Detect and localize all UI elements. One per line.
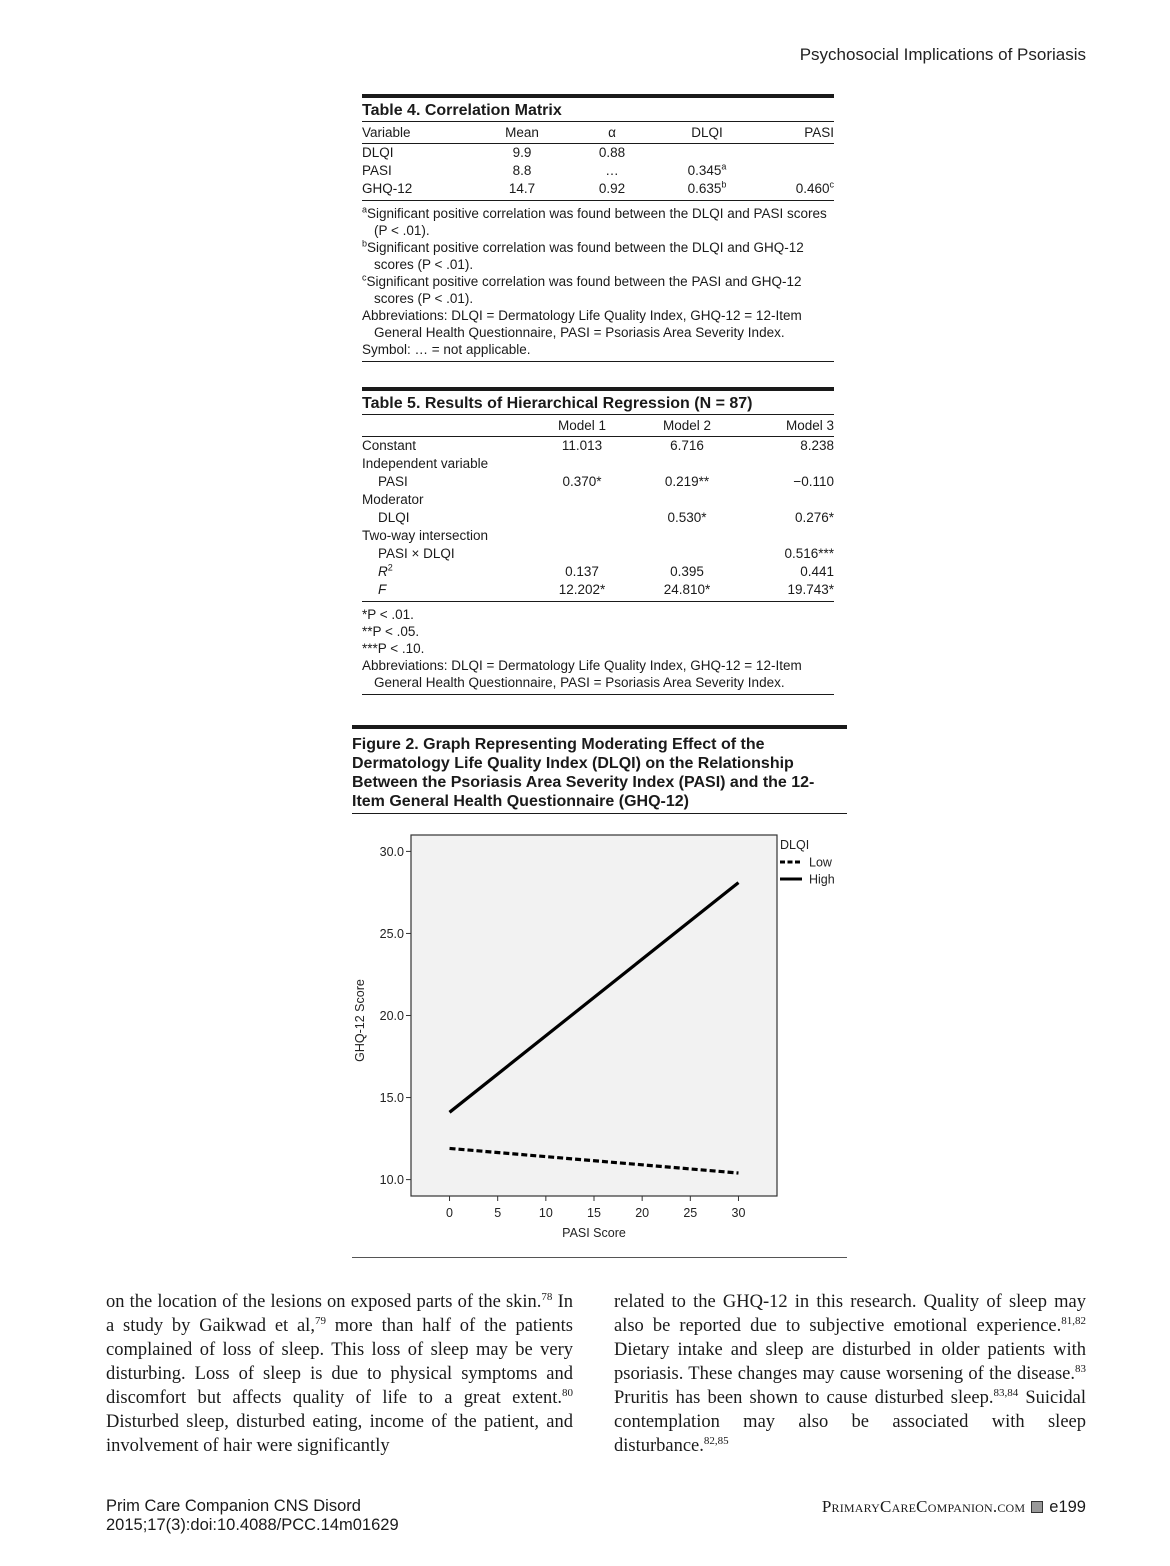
column-header — [362, 415, 532, 437]
footer-site — [822, 1497, 1086, 1517]
x-tick-label: 25 — [683, 1206, 698, 1220]
citation-reference: 80 — [562, 1386, 573, 1399]
table-cell — [632, 527, 742, 545]
column-header: Model 2 — [632, 415, 742, 437]
footnote-marker: c — [829, 179, 834, 190]
cell-value: 0.345 — [687, 163, 722, 178]
table-cell: 24.810* — [632, 581, 742, 602]
cell-value: PASI — [362, 163, 392, 178]
table-row — [362, 455, 834, 473]
running-head: Psychosocial Implications of Psoriasis — [799, 45, 1086, 64]
site-link[interactable]: PrimaryCareCompanion.com — [821, 1497, 1026, 1516]
table-cell — [662, 162, 752, 180]
paragraph-text: on the location of the lesions on exposed parts of the skin. — [106, 1292, 542, 1312]
note-text: Significant positive correlation was found between the DLQI and GHQ-12 scores (P < .01). — [367, 240, 804, 272]
y-tick-label: 10.0 — [379, 1173, 404, 1188]
table-row — [362, 180, 834, 201]
footnote-marker: a — [362, 204, 368, 215]
column-header: PASI — [752, 122, 834, 144]
table-cell: 12.202* — [532, 581, 632, 602]
row-label — [362, 545, 532, 563]
citation-reference: 78 — [541, 1290, 553, 1303]
table-cell: 6.716 — [670, 438, 704, 453]
table-cell: 0.516*** — [784, 546, 834, 561]
table-row — [362, 473, 834, 491]
cell-value: 0.92 — [598, 181, 626, 196]
row-label-text: DLQI — [378, 510, 410, 525]
note-text: Symbol: … = not applicable. — [362, 342, 531, 357]
row-label-text: Two-way intersection — [362, 528, 489, 543]
table-5-grid — [362, 414, 834, 602]
table-row — [362, 437, 834, 456]
body-text-right-column — [614, 1290, 1086, 1458]
paragraph-text: In a study by Gaikwad et al, — [106, 1292, 573, 1336]
table-cell — [362, 180, 482, 201]
table-cell — [532, 491, 632, 509]
table-row — [362, 581, 834, 602]
row-label-text: Constant — [362, 438, 417, 453]
table-row — [362, 527, 834, 545]
column-header: α — [562, 122, 662, 144]
table-cell: 0.395 — [670, 564, 704, 579]
table-row — [362, 563, 834, 581]
row-label — [362, 491, 532, 509]
superscript: 2 — [387, 562, 393, 573]
table-4-notes — [362, 201, 834, 362]
cell-value: 9.9 — [512, 145, 532, 160]
table-cell: 0.441 — [800, 564, 834, 579]
footer-citation — [106, 1497, 399, 1535]
row-label — [362, 455, 532, 473]
row-label-text: PASI — [378, 474, 408, 489]
table-cell — [562, 162, 662, 180]
table-cell — [482, 180, 562, 201]
y-tick-label: 20.0 — [379, 1009, 404, 1023]
table-cell — [742, 455, 834, 473]
table-cell — [632, 455, 742, 473]
plot-area — [411, 835, 777, 1196]
table-note — [362, 205, 834, 239]
figure-2 — [352, 725, 847, 814]
table-cell: 0.276* — [794, 510, 834, 525]
paragraph-text: Dietary intake and sleep are disturbed in older patients with psoriasis. These changes may cause worsening of the disease. — [614, 1340, 1086, 1384]
moderation-line-chart — [352, 830, 847, 1255]
table-cell — [362, 144, 482, 163]
table-5-title: Table 5. Results of Hierarchical Regression (N = 87) — [362, 395, 753, 412]
table-cell — [752, 144, 834, 163]
x-tick-label: 20 — [635, 1206, 650, 1220]
x-axis-label: PASI Score — [562, 1226, 626, 1240]
table-cell — [742, 491, 834, 509]
column-header: Model 1 — [532, 415, 632, 437]
footnote-marker: a — [721, 161, 727, 172]
cell-value: DLQI — [362, 145, 394, 160]
footnote-marker: c — [362, 272, 367, 283]
table-cell — [662, 180, 752, 201]
row-label-text: PASI × DLQI — [378, 546, 455, 561]
paragraph-text: more than half of the patients complained of loss of sleep. This loss of sleep may be very disturbing. Loss of sleep is due to physical symptoms and discomfort but affects quality of life to a great extent. — [106, 1316, 573, 1408]
table-row — [362, 162, 834, 180]
paragraph-text: Disturbed sleep, disturbed eating, income of the patient, and involvement of hair were significantly — [106, 1412, 573, 1456]
doi-citation: 2015;17(3):doi:10.4088/PCC.14m01629 — [106, 1516, 399, 1534]
table-cell — [482, 162, 562, 180]
table-note: **P < .05. — [362, 624, 420, 639]
cell-value: 0.635 — [687, 181, 722, 196]
table-note — [362, 273, 834, 307]
x-tick-label: 30 — [731, 1206, 746, 1220]
row-label-text: Independent variable — [362, 456, 489, 471]
column-header: Model 3 — [742, 415, 834, 437]
table-cell — [532, 509, 632, 527]
table-4-title: Table 4. Correlation Matrix — [362, 102, 562, 119]
row-label — [362, 563, 532, 581]
page-number: e199 — [1049, 1497, 1086, 1516]
table-note — [362, 239, 834, 273]
table-note: *P < .01. — [362, 607, 414, 622]
table-cell — [532, 527, 632, 545]
table-row — [362, 144, 834, 163]
cell-value: 14.7 — [508, 181, 536, 196]
body-text-left-column — [106, 1290, 573, 1458]
figure-2-bottom-rule — [352, 1257, 847, 1258]
citation-reference: 83,84 — [993, 1386, 1019, 1399]
table-cell — [632, 491, 742, 509]
column-header: DLQI — [662, 122, 752, 144]
row-label — [362, 527, 532, 545]
table-cell: 8.238 — [800, 438, 834, 453]
column-header: Variable — [362, 122, 482, 144]
table-cell — [752, 180, 834, 201]
table-cell: 0.219** — [664, 474, 710, 489]
row-label-text: R — [378, 564, 388, 579]
table-cell: 0.137 — [565, 564, 599, 579]
citation-reference: 83 — [1075, 1362, 1086, 1375]
citation-reference: 81,82 — [1061, 1314, 1086, 1327]
table-cell — [742, 527, 834, 545]
paragraph-text: Pruritis has been shown to cause disturbed sleep. — [614, 1388, 994, 1408]
table-4 — [362, 94, 834, 362]
paragraph-text: Suicidal contemplation may also be associated with sleep disturbance. — [614, 1388, 1086, 1456]
row-label-text: Moderator — [362, 492, 424, 507]
table-cell — [482, 144, 562, 163]
row-label — [362, 473, 532, 491]
y-tick-label: 25.0 — [379, 926, 404, 941]
table-note: ***P < .10. — [362, 641, 425, 656]
row-label — [362, 437, 532, 456]
table-cell — [362, 162, 482, 180]
x-tick-label: 15 — [587, 1206, 601, 1220]
legend-label: Low — [809, 855, 832, 870]
footnote-marker: b — [721, 179, 727, 190]
table-5-notes — [362, 602, 834, 695]
table-note — [362, 341, 834, 358]
x-tick-label: 10 — [538, 1206, 553, 1220]
row-label — [362, 581, 532, 602]
row-label-text: F — [378, 582, 387, 597]
citation-reference: 79 — [314, 1314, 326, 1327]
table-row — [362, 491, 834, 509]
citation-reference: 82,85 — [703, 1434, 729, 1447]
column-header: Mean — [482, 122, 562, 144]
table-note — [362, 307, 834, 341]
table-cell — [632, 545, 742, 563]
table-row — [362, 509, 834, 527]
footnote-marker: b — [362, 238, 368, 249]
y-tick-label: 30.0 — [379, 844, 404, 859]
table-note: Abbreviations: DLQI = Dermatology Life Quality Index, GHQ-12 = 12-Item General Health Questionnaire, PASI = Psoriasis Area Severity Index. — [362, 658, 802, 690]
table-cell — [562, 180, 662, 201]
table-cell: 0.530* — [667, 510, 707, 525]
cell-value: GHQ-12 — [362, 181, 413, 196]
table-cell — [752, 162, 834, 180]
table-cell: −0.110 — [793, 474, 834, 489]
legend-title: DLQI — [780, 838, 810, 852]
table-4-grid — [362, 121, 834, 201]
table-cell: 0.370* — [562, 474, 602, 489]
legend-label: High — [809, 872, 835, 887]
note-text: Significant positive correlation was found between the DLQI and PASI scores (P < .01). — [367, 206, 827, 238]
cell-value: 0.460 — [795, 181, 830, 196]
x-tick-label: 0 — [446, 1206, 454, 1220]
note-text: Abbreviations: DLQI = Dermatology Life Quality Index, GHQ-12 = 12-Item General Health Questionnaire, PASI = Psoriasis Area Severity Index. — [362, 308, 802, 340]
cell-value: 0.88 — [598, 145, 626, 160]
table-cell — [532, 455, 632, 473]
table-cell — [562, 144, 662, 163]
table-5 — [362, 387, 834, 695]
table-cell — [532, 545, 632, 563]
row-label — [362, 509, 532, 527]
table-row — [362, 545, 834, 563]
y-axis-label: GHQ-12 Score — [353, 979, 367, 1062]
note-text: Significant positive correlation was found between the PASI and GHQ-12 scores (P < .01). — [366, 274, 802, 306]
figure-2-title: Figure 2. Graph Representing Moderating Effect of the Dermatology Life Quality Index (DLQI) on the Relationship Between the Psoriasis Area Severity Index (PASI) and the 12-Item General Health Questionnaire (GHQ-12) — [352, 729, 847, 814]
table-cell: 19.743* — [742, 581, 834, 602]
table-cell — [662, 144, 752, 163]
paragraph-text: related to the GHQ-12 in this research. Quality of sleep may also be reported due to subjective emotional experience. — [614, 1292, 1086, 1336]
table-cell: 11.013 — [561, 438, 603, 453]
journal-name: Prim Care Companion CNS Disord — [106, 1497, 361, 1515]
cell-value: … — [605, 163, 619, 178]
square-bullet-icon — [1031, 1501, 1043, 1513]
y-tick-label: 15.0 — [379, 1091, 404, 1106]
x-tick-label: 5 — [494, 1206, 502, 1220]
cell-value: 8.8 — [512, 163, 532, 178]
